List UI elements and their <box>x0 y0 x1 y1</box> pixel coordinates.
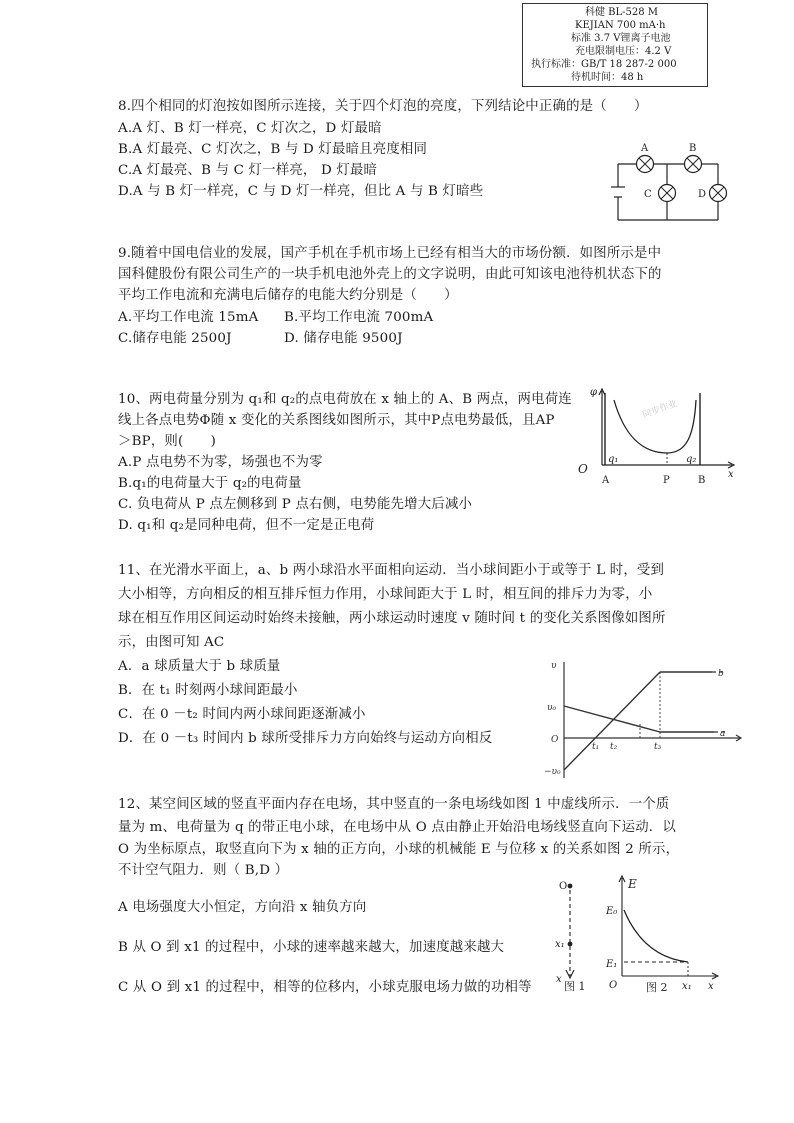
lamp-c-label: C <box>644 189 652 200</box>
q11-stem-line-1: 11、在光滑水平面上，a、b 两小球沿水平面相向运动．当小球间距小于或等于 L 时，受到 <box>118 563 665 578</box>
battery-standby-line: 待机时间：48 h <box>571 72 644 83</box>
q12-fig2-caption: 图 2 <box>646 981 668 994</box>
q10-option-c: C. 负电荷从 P 点左侧移到 P 点右侧，电势能先增大后减小 <box>118 497 473 512</box>
q9-stem-line-2: 国科健股份有限公司生产的一块手机电池外壳上的文字说明，由此可知该电池待机状态下的 <box>118 267 662 282</box>
q12-fig1-x1-label: x₁ <box>555 939 565 950</box>
q10-x-axis-label: x <box>728 469 734 480</box>
q11-t1-label: t₁ <box>592 742 600 752</box>
q12-fig1-x-label: x <box>556 974 562 985</box>
q11-option-a: A．a 球质量大于 b 球质量 <box>118 659 281 674</box>
q8-circuit-diagram <box>608 140 733 228</box>
q11-t2-label: t₂ <box>610 742 618 752</box>
battery-charge-line: 充电限制电压：4.2 V <box>575 46 672 57</box>
q10-option-d: D. q₁和 q₂是同种电荷，但不一定是正电荷 <box>118 518 375 533</box>
q12-stem-line-2: 量为 m、电荷量为 q 的带正电小球，在电场中从 O 点由静止开始沿电场线竖直向下运动．以 <box>118 820 676 835</box>
q12-option-c: C 从 O 到 x1 的过程中，相等的位移内，小球克服电场力做的功相等 <box>118 980 532 995</box>
q9-option-a: A.平均工作电流 15mA <box>118 310 259 325</box>
q8-option-a: A.A 灯、B 灯一样亮，C 灯次之，D 灯最暗 <box>118 121 382 136</box>
lamp-a-label: A <box>641 143 649 154</box>
q10-q2-label: q₂ <box>686 454 697 465</box>
q9-stem-line-1: 9.随着中国电信业的发展，国产手机在手机市场上已经有相当大的市场份额．如图所示是中 <box>118 246 662 261</box>
battery-exec-line: 执行标准：GB/T 18 287-2 000 <box>531 59 677 70</box>
q11-stem-line-3: 球在相互作用区间运动时始终未接触，两小球运动时速度 v 随时间 t 的变化关系图像如图所 <box>118 611 666 626</box>
battery-brand-line: 科健 BL-528 M <box>585 7 659 18</box>
q12-fig1-caption: 图 1 <box>564 980 586 993</box>
lamp-d <box>710 185 727 202</box>
q10-stem-line-2: 线上各点电势Φ随 x 变化的关系图线如图所示，其中P点电势最低，且AP <box>118 413 555 428</box>
q11-origin-label: O <box>551 735 559 745</box>
q10-watermark: 同步作业 <box>641 399 679 421</box>
q10-point-p-label: P <box>663 475 670 486</box>
q12-figure-2 <box>604 872 724 994</box>
battery-standard-line: 标准 3.7 V锂离子电池 <box>571 33 671 44</box>
q12-fig2-e0-label: E₀ <box>606 906 618 917</box>
q11-v0-label: υ₀ <box>547 703 557 713</box>
q10-y-axis-label: φ <box>590 387 598 398</box>
q11-curve-b-label: b <box>718 669 724 679</box>
q10-q1-label: q₁ <box>608 454 619 465</box>
q11-velocity-graph <box>544 658 744 782</box>
lamp-a <box>637 156 654 173</box>
q11-neg-v0-label: −υ₀ <box>544 767 561 777</box>
lamp-c <box>659 185 676 202</box>
q8-option-c: C.A 灯最亮、B 与 C 灯一样亮， D 灯最暗 <box>118 163 378 178</box>
lamp-b-label: B <box>689 143 697 154</box>
q10-point-b-label: B <box>698 475 706 486</box>
lamp-d-label: D <box>698 189 707 200</box>
q11-y-axis-label: υ <box>551 661 557 671</box>
q12-fig2-origin-label: O <box>609 980 618 991</box>
q8-option-d: D.A 与 B 灯一样亮，C 与 D 灯一样亮，但比 A 与 B 灯暗些 <box>118 184 484 199</box>
q12-stem-line-4: 不计空气阻力．则（ B,D ） <box>118 863 289 878</box>
q11-option-c: C．在 0 －t₂ 时间内两小球间距逐渐减小 <box>118 707 366 722</box>
q12-option-a: A 电场强度大小恒定，方向沿 x 轴负方向 <box>118 900 367 915</box>
q10-origin-label: O <box>578 462 588 476</box>
q10-stem-line-3: ＞BP，则( ) <box>118 434 217 449</box>
q9-option-b: B.平均工作电流 700mA <box>284 310 434 325</box>
q12-fig2-x1-label: x₁ <box>682 981 692 992</box>
q12-fig2-x-label: x <box>708 981 714 992</box>
q8-stem: 8.四个相同的灯泡按如图所示连接，关于四个灯泡的亮度，下列结论中正确的是（ ） <box>118 99 648 114</box>
q10-potential-graph <box>572 385 742 490</box>
q12-stem-line-3: O 为坐标原点，取竖直向下为 x 轴的正方向，小球的机械能 E 与位移 x 的关系如图 2 所示， <box>118 842 680 857</box>
q8-option-b: B.A 灯最亮、C 灯次之，B 与 D 灯最暗且亮度相同 <box>118 142 428 157</box>
q11-stem-line-2: 大小相等，方向相反的相互排斥恒力作用，小球间距大于 L 时，相互间的排斥力为零，小 <box>118 587 653 602</box>
q11-option-d: D．在 0 －t₃ 时间内 b 球所受排斥力方向始终与运动方向相反 <box>118 731 493 746</box>
q9-option-d: D. 储存电能 9500J <box>284 331 403 346</box>
q10-point-a-label: A <box>602 475 610 486</box>
q11-curve-a-label: a <box>720 729 726 739</box>
q10-stem-line-1: 10、两电荷量分别为 q₁和 q₂的点电荷放在 x 轴上的 A、B 两点，两电荷连 <box>118 392 572 407</box>
q10-option-b: B.q₁的电荷量大于 q₂的电荷量 <box>118 476 302 491</box>
q12-option-b: B 从 O 到 x1 的过程中，小球的速率越来越大，加速度越来越大 <box>118 940 505 955</box>
q9-stem-line-3: 平均工作电流和充满电后储存的电能大约分别是（ ） <box>118 288 458 303</box>
battery-kejian-line: KEJIAN 700 mA·h <box>575 20 666 31</box>
q11-t3-label: t₃ <box>654 742 662 752</box>
q12-stem-line-1: 12、某空间区域的竖直平面内存在电场，其中竖直的一条电场线如图 1 中虚线所示．一个质 <box>118 797 670 812</box>
q9-option-c: C.储存电能 2500J <box>118 331 232 346</box>
q10-option-a: A.P 点电势不为零，场强也不为零 <box>118 455 323 470</box>
q12-fig1-o-label: O <box>559 881 568 892</box>
q11-stem-line-4: 示，由图可知 AC <box>118 635 225 650</box>
q11-option-b: B．在 t₁ 时刻两小球间距最小 <box>118 683 298 698</box>
q12-fig2-e1-label: E₁ <box>606 959 618 970</box>
q12-fig2-e-axis-label: E <box>628 877 637 891</box>
battery-label <box>522 3 708 87</box>
lamp-b <box>685 156 702 173</box>
